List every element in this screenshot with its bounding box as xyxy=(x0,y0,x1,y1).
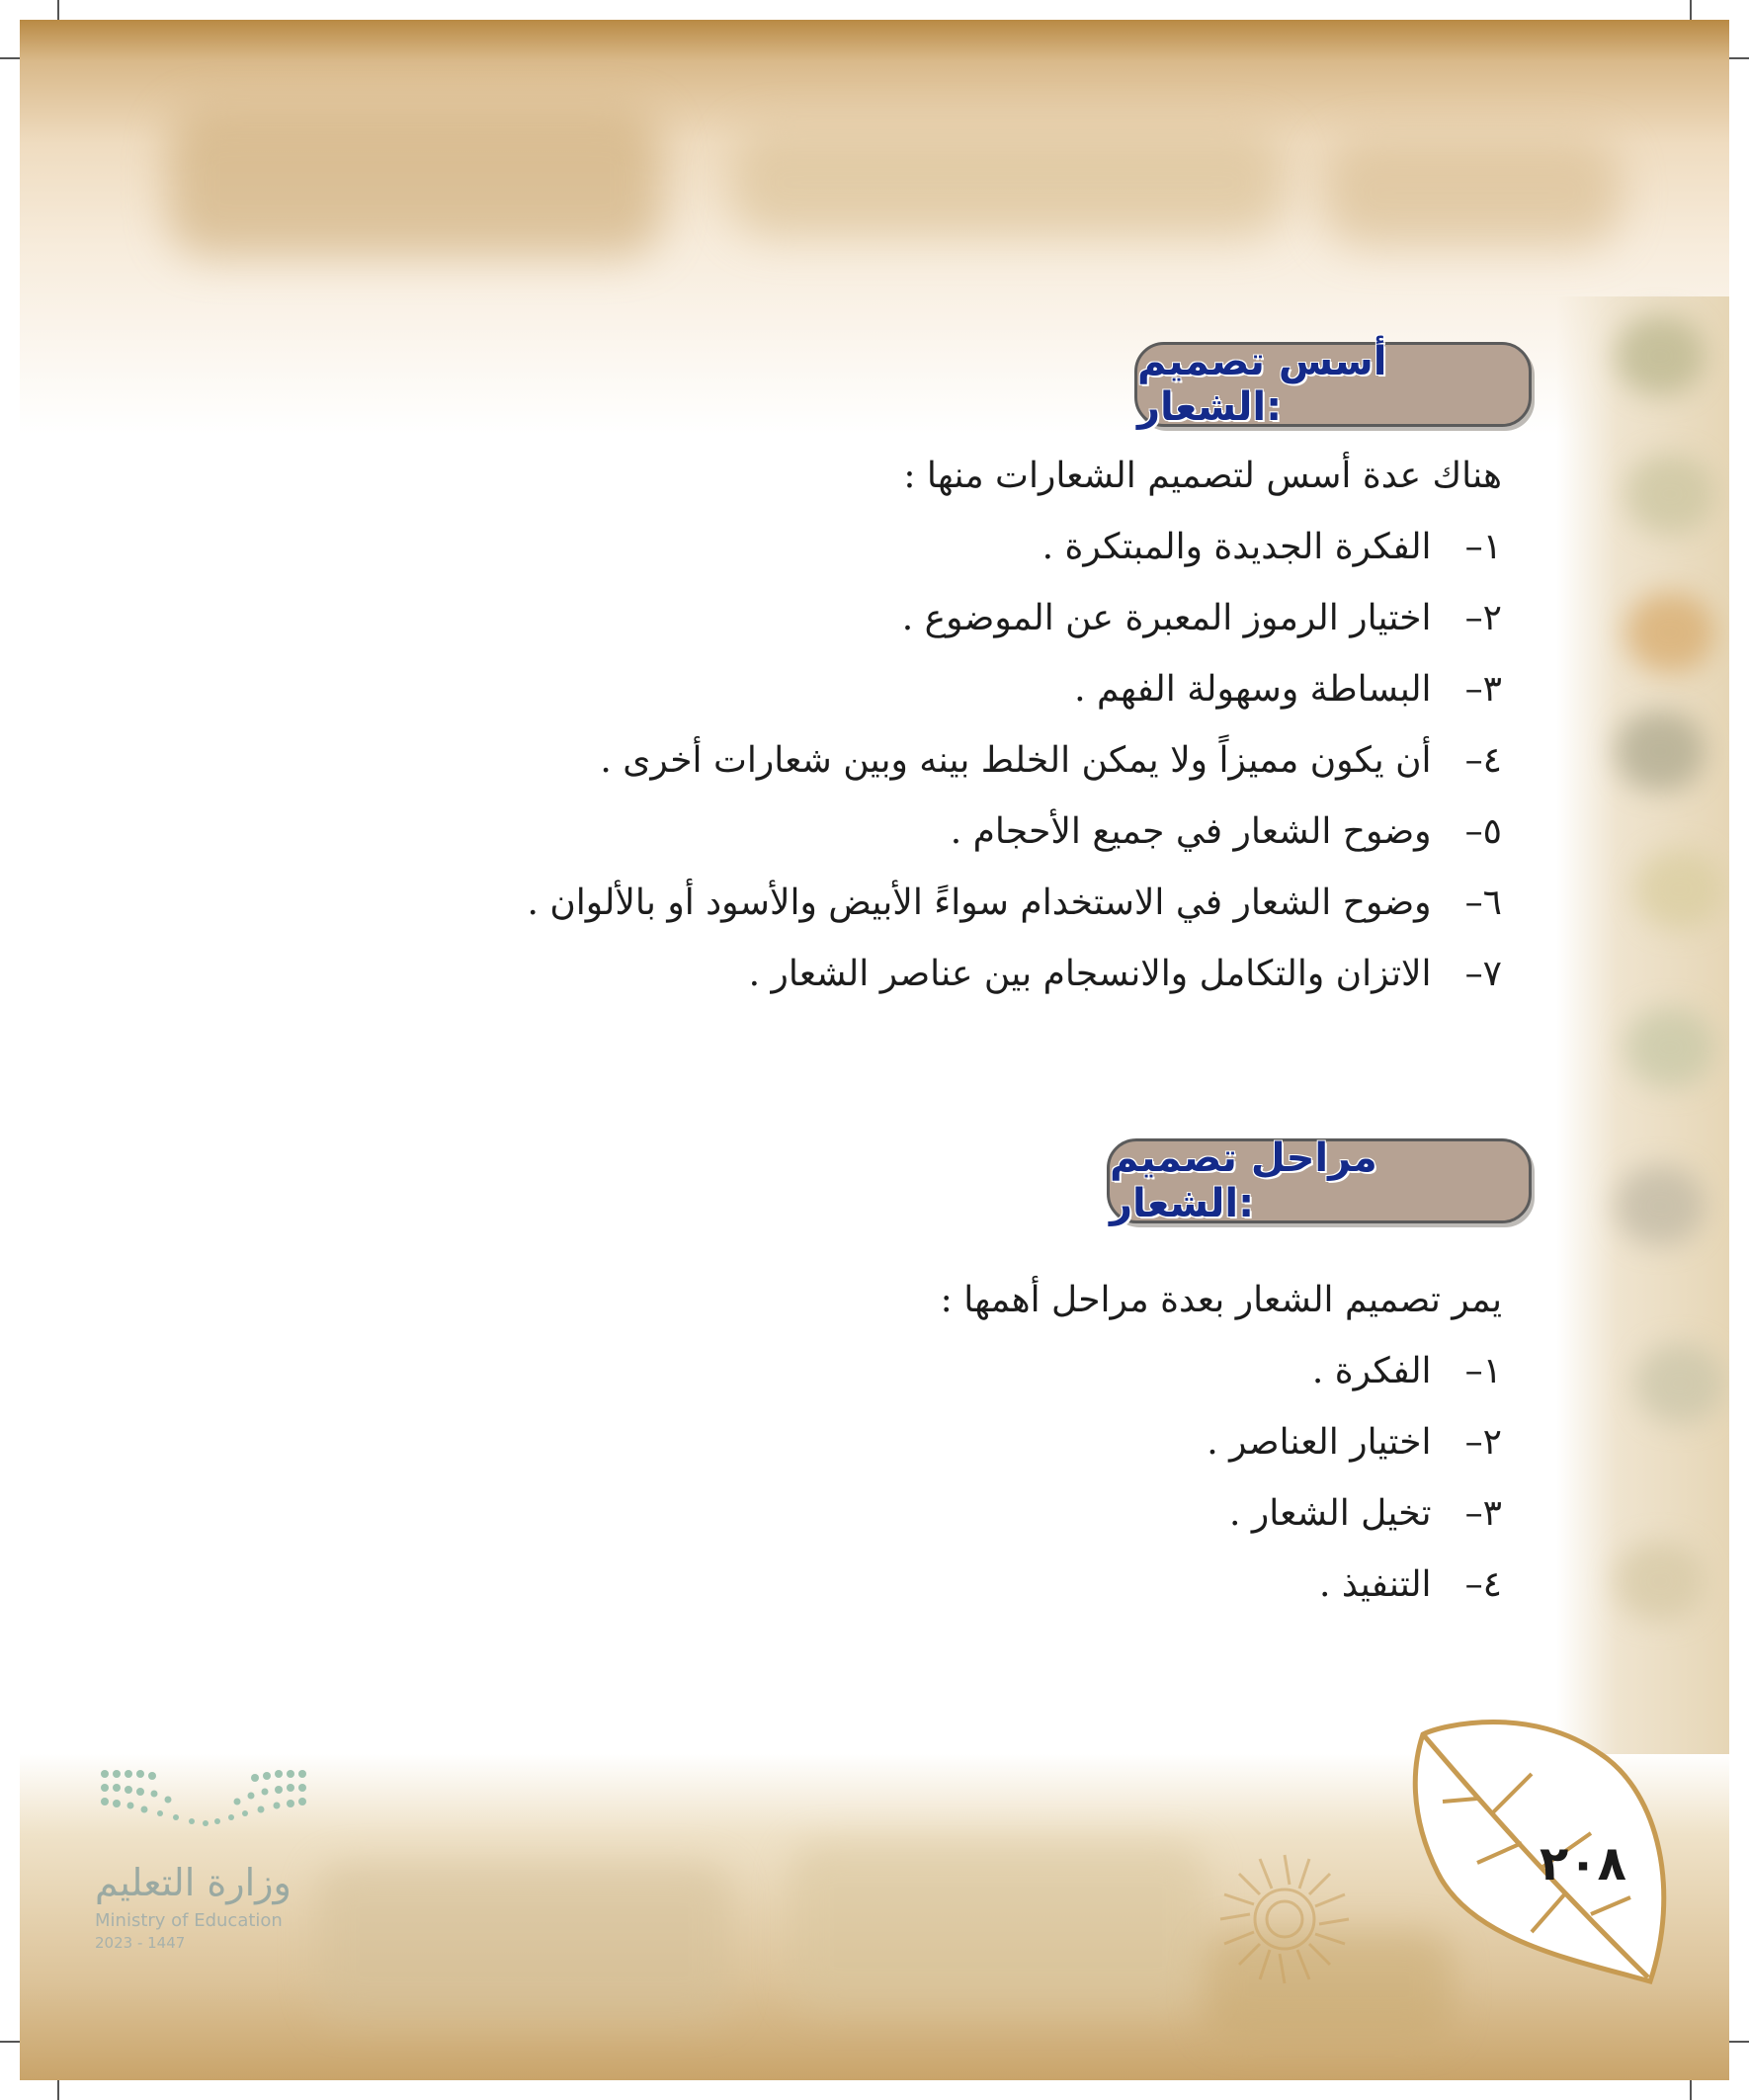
section-intro: هناك عدة أسس لتصميم الشعارات منها : xyxy=(903,456,1502,496)
list-item-text: وضوح الشعار في جميع الأحجام . xyxy=(950,811,1432,852)
list-item-text: اختيار العناصر . xyxy=(1207,1422,1432,1463)
list-item xyxy=(527,654,1502,725)
list-item xyxy=(941,1336,1502,1407)
list-item-text: البساطة وسهولة الفهم . xyxy=(1074,669,1432,710)
section-header-logo-principles xyxy=(1134,339,1532,430)
list-item-number: ٢– xyxy=(1464,1422,1502,1463)
list-item-number: ٥– xyxy=(1464,811,1502,852)
list-item-text: الاتزان والتكامل والانسجام بين عناصر الشعار . xyxy=(748,954,1432,994)
list-item-number: ٤– xyxy=(1464,1564,1502,1605)
list-item xyxy=(527,512,1502,583)
list-item-text: أن يكون مميزاً ولا يمكن الخلط بينه وبين شعارات أخرى . xyxy=(600,740,1432,781)
list-item-number: ٧– xyxy=(1464,954,1502,994)
list-item-number: ٢– xyxy=(1464,598,1502,638)
section-intro: يمر تصميم الشعار بعدة مراحل أهمها : xyxy=(940,1280,1502,1320)
list-item-text: اختيار الرموز المعبرة عن الموضوع . xyxy=(901,598,1432,638)
list-item xyxy=(527,797,1502,868)
list-item-text: الفكرة . xyxy=(1311,1351,1432,1391)
list-item xyxy=(527,939,1502,1010)
leaf-icon xyxy=(1383,1695,1680,1991)
list-item-text: تخيل الشعار . xyxy=(1229,1493,1432,1534)
section-title: أسس تصميم الشعار: xyxy=(1137,339,1387,430)
section-header-logo-stages xyxy=(1107,1135,1532,1226)
stages-text xyxy=(941,1265,1502,1621)
list-item xyxy=(941,1407,1502,1478)
list-item xyxy=(527,583,1502,654)
list-item-text: التنفيذ . xyxy=(1318,1564,1432,1605)
ministry-name-arabic: وزارة التعليم xyxy=(95,1861,292,1904)
sun-ornament-icon xyxy=(1210,1845,1359,1993)
page-number: ٢٠٨ xyxy=(1540,1836,1626,1891)
list-item-number: ٣– xyxy=(1464,1493,1502,1534)
list-item-number: ٣– xyxy=(1464,669,1502,710)
page-number-leaf xyxy=(1383,1695,1680,1991)
list-item-number: ٤– xyxy=(1464,740,1502,781)
list-item xyxy=(527,868,1502,939)
ministry-dots-icon xyxy=(95,1764,332,1853)
ministry-logo xyxy=(75,1764,332,1962)
section-title: مراحل تصميم الشعار: xyxy=(1110,1135,1377,1226)
list-item-number: ٦– xyxy=(1464,882,1502,923)
list-item xyxy=(527,725,1502,797)
side-decoration xyxy=(1556,296,1729,1759)
list-item xyxy=(941,1550,1502,1621)
list-item-text: الفكرة الجديدة والمبتكرة . xyxy=(1041,527,1432,567)
principles-text xyxy=(527,441,1502,1010)
ministry-year: 2023 - 1447 xyxy=(95,1934,186,1952)
list-item-number: ١– xyxy=(1464,527,1502,567)
list-item xyxy=(941,1478,1502,1550)
list-item-text: وضوح الشعار في الاستخدام سواءً الأبيض والأسود أو بالألوان . xyxy=(527,882,1432,923)
list-item-number: ١– xyxy=(1464,1351,1502,1391)
ministry-name-english: Ministry of Education xyxy=(95,1910,283,1931)
